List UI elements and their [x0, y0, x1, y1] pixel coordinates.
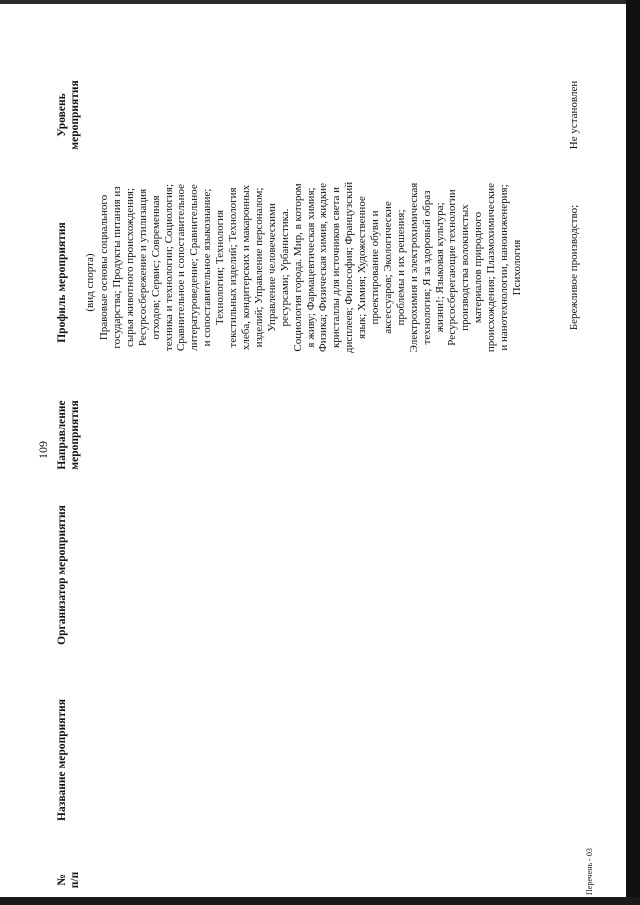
profile-line: Психология	[511, 239, 523, 296]
header-event-name: Название мероприятия	[56, 699, 68, 821]
profile-line: кристаллы для источников света и	[330, 186, 343, 349]
profile-line: Социология города. Мир, в котором	[291, 183, 304, 352]
profile-line: я живу; Фармацевтическая химия;	[304, 187, 317, 348]
level-value: Не установлен	[568, 80, 580, 150]
profile-line: и нанотехнологии, наноинженерия;	[498, 184, 511, 351]
profile-line: происхождения; Плазмохимические	[485, 182, 498, 353]
profile-line: аксессуаров; Экологические	[381, 201, 394, 334]
profile-line: Технологии; Технология	[214, 209, 227, 326]
profile-line: Ресурсосбережение и утилизация	[136, 188, 149, 347]
profile-line: проблемы и их решения;	[394, 209, 407, 326]
profile-subtitle: (вид спорта)	[84, 253, 96, 312]
profile-line: производства волокнистых	[459, 204, 472, 331]
profile-line: ресурсами; Урбанистика.	[278, 208, 291, 327]
header-level-line1: Уровень	[56, 93, 68, 137]
profile-line: Сравнительное и сопоставительное	[175, 183, 188, 352]
header-organizer: Организатор мероприятия	[56, 505, 68, 645]
profile-line: Физика; Физическая химия, жидкие	[317, 183, 330, 352]
profile-line: хлеба, кондитерских и макаронных	[239, 184, 252, 351]
profile-line: Электрохимия и электрохимическая	[407, 182, 420, 353]
header-direction-line2: мероприятия	[69, 400, 81, 470]
profile-line: Ресурсосберегающие технологии	[446, 189, 459, 346]
profile-line: язык; Химия; Художественное	[356, 196, 369, 339]
profile-line: изделий; Управление персоналом;	[252, 187, 265, 348]
profile-line: текстильных изделий; Технология	[227, 187, 240, 348]
profile-text	[98, 170, 524, 365]
profile-line: дисплеев; Философия; Французский	[343, 181, 356, 354]
header-direction	[56, 385, 82, 485]
profile-line: технология; Я за здоровый образ	[420, 190, 433, 345]
profile-line: проектирование обуви и	[369, 210, 382, 325]
profile-line: отходов; Сервис; Современная	[149, 195, 162, 340]
footer-note: Перечень - 03	[585, 848, 594, 895]
header-number-line1: №	[56, 874, 68, 886]
profile-line: государства; Продукты питания из	[110, 186, 123, 349]
profile-line: Управление человеческими	[265, 203, 278, 332]
profile-line: Правовые основы социального	[98, 194, 110, 341]
header-direction-line1: Направление	[56, 400, 68, 470]
profile-line: материалов природного	[472, 211, 485, 324]
profile-line: техника и технологии; Социология;	[162, 183, 175, 352]
page-number: 109	[36, 441, 50, 459]
header-level-line2: мероприятия	[69, 80, 81, 150]
profile-line: жизни!; Языковая культура;	[433, 202, 446, 333]
profile-line: литературоведение; Сравнительное	[188, 184, 201, 351]
profile-line: и сопоставительное языкознание;	[201, 188, 214, 347]
profile-second-entry: Бережливое производство;	[568, 204, 580, 331]
header-number-line2: п/п	[69, 871, 81, 889]
header-level	[56, 55, 82, 175]
header-number	[56, 860, 82, 900]
profile-line: сырья животного происхождения;	[123, 187, 136, 348]
header-profile: Профиль мероприятия	[56, 222, 68, 343]
